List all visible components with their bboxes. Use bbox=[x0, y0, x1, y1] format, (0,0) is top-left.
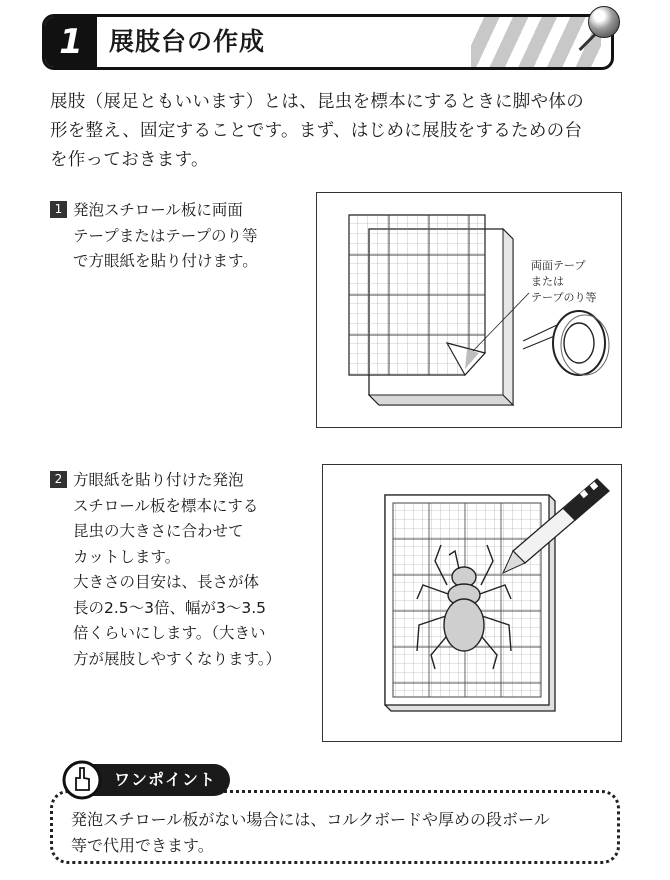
step-line: で方眼紙を貼り付けます。 bbox=[73, 252, 258, 270]
step-line: 発泡スチロール板に両面 bbox=[73, 201, 243, 219]
tape-roll-icon bbox=[523, 311, 609, 375]
callout-line: または bbox=[531, 275, 564, 288]
step-2-text bbox=[50, 468, 281, 672]
step-2-illustration bbox=[322, 464, 622, 742]
callout-line: テープのり等 bbox=[531, 291, 597, 304]
pointing-hand-icon bbox=[62, 760, 102, 800]
section-header bbox=[42, 14, 614, 70]
section-number-badge: 1 bbox=[45, 17, 97, 67]
step-line: 倍くらいにします。（大きい bbox=[73, 624, 266, 642]
step-number-badge: 1 bbox=[50, 201, 67, 218]
one-point-label: ワンポイント bbox=[72, 764, 230, 796]
intro-line: を作っておきます。 bbox=[50, 150, 209, 170]
step-number-badge: 2 bbox=[50, 471, 67, 488]
step-line: テープまたはテープのり等 bbox=[73, 226, 258, 245]
section-title: 展肢台の作成 bbox=[109, 27, 266, 56]
step-1-illustration bbox=[316, 192, 622, 428]
intro-line: 展肢（展足ともいいます）とは、昆虫を標本にするときに脚や体の bbox=[50, 92, 584, 112]
step-line: 昆虫の大きさに合わせて bbox=[73, 522, 244, 540]
step-line: 方が展肢しやすくなります。） bbox=[73, 649, 282, 668]
intro-line: 形を整え、固定することです。まず、はじめに展肢をするための台 bbox=[50, 121, 583, 141]
step-line: 方眼紙を貼り付けた発泡 bbox=[73, 471, 244, 489]
header-stripes bbox=[471, 17, 601, 67]
callout-line: 両面テープ bbox=[531, 259, 586, 272]
tip-line: 等で代用できます。 bbox=[71, 836, 214, 855]
step-line: 大きさの目安は、長さが体 bbox=[73, 573, 260, 591]
foam-board-graph-paper-drawing bbox=[317, 193, 621, 427]
step-line: カットします。 bbox=[73, 547, 181, 566]
step-1-text bbox=[50, 198, 258, 275]
pushpin-icon bbox=[588, 6, 620, 38]
step-line: スチロール板を標本にする bbox=[73, 496, 259, 515]
tip-line: 発泡スチロール板がない場合には、コルクボードや厚めの段ボール bbox=[71, 810, 550, 829]
one-point-tip-box bbox=[50, 790, 620, 864]
step-line: 長の2.5～3倍、幅が3～3.5 bbox=[73, 598, 267, 617]
beetle-on-board-drawing bbox=[323, 465, 621, 741]
intro-paragraph bbox=[50, 88, 630, 175]
